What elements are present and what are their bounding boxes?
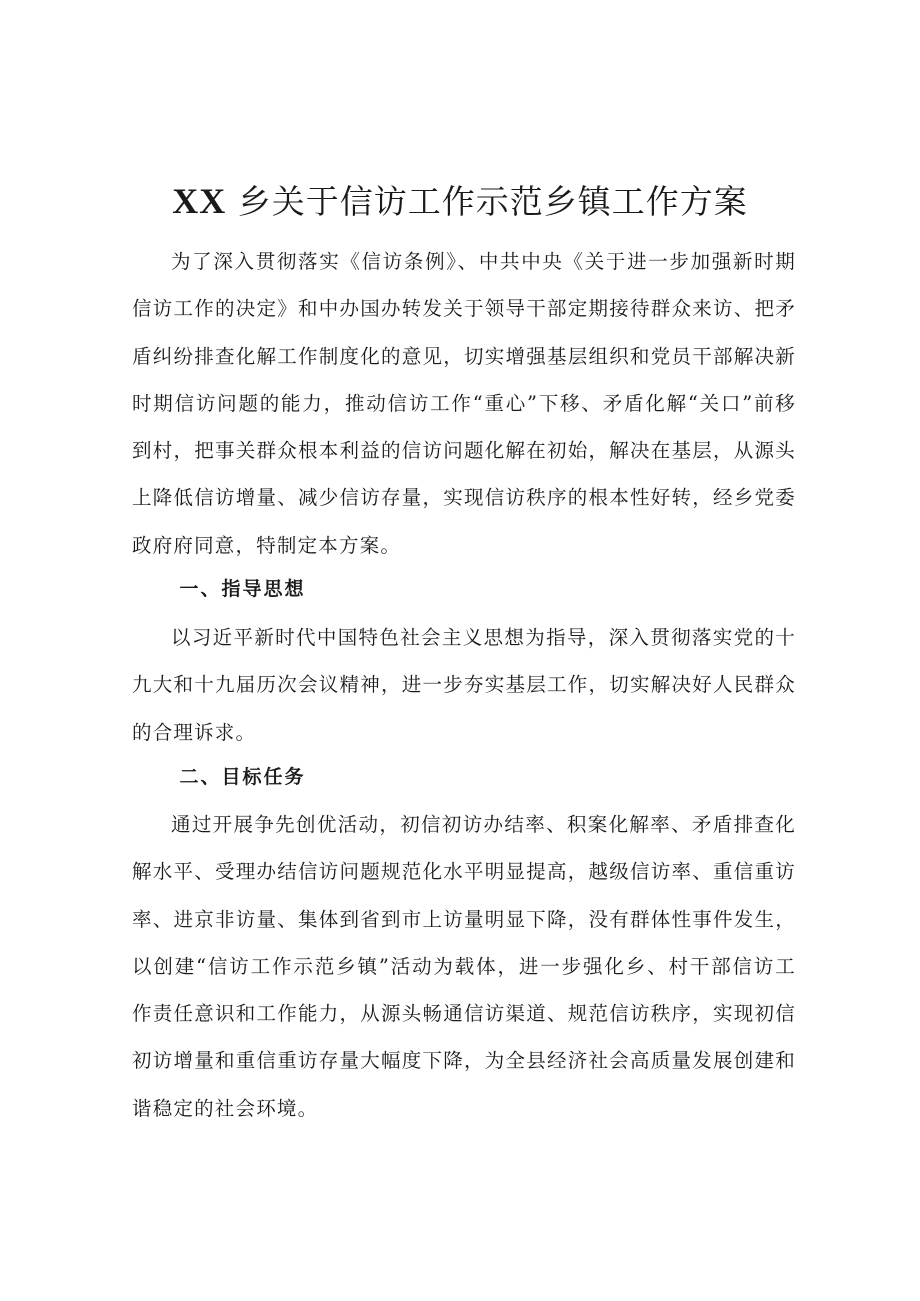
section-heading-goals-tasks: 二、目标任务 (179, 766, 306, 788)
title-text: 乡关于信访工作示范乡镇工作方案 (237, 182, 748, 221)
guiding-ideology-paragraph: 以习近平新时代中国特色社会主义思想为指导，深入贯彻落实党的十九大和十九届历次会议精神，进一步夯实基层工作，切实解决好人民群众的合理诉求。 (132, 626, 796, 744)
goals-tasks-paragraph: 通过开展争先创优活动，初信初访办结率、积案化解率、矛盾排查化解水平、受理办结信访问题规范化水平明显提高，越级信访率、重信重访率、进京非访量、集体到省到市上访量明显下降，没有群体性事件发生，以创建“信访工作示范乡镇”活动为载体，进一步强化乡、村干部信访工作责任意识和工作能力，从源头畅通信访渠道、规范信访秩序，实现初信初访增量和重信重访存量大幅度下降，为全县经济社会高质量发展创建和谐稳定的社会环境。 (132, 813, 796, 1120)
title-prefix: XX (172, 181, 227, 221)
intro-paragraph: 为了深入贯彻落实《信访条例》、中共中央《关于进一步加强新时期信访工作的决定》和中办国办转发关于领导干部定期接待群众来访、把矛盾纠纷排查化解工作制度化的意见，切实增强基层组织和党员干部解决新时期信访问题的能力，推动信访工作“重心”下移、矛盾化解“关口”前移到村，把事关群众根本利益的信访问题化解在初始，解决在基层，从源头上降低信访增量、减少信访存量，实现信访秩序的根本性好转，经乡党委政府府同意，特制定本方案。 (132, 250, 796, 557)
document-title (0, 176, 920, 227)
section-heading-guiding-ideology: 一、指导思想 (179, 578, 306, 600)
